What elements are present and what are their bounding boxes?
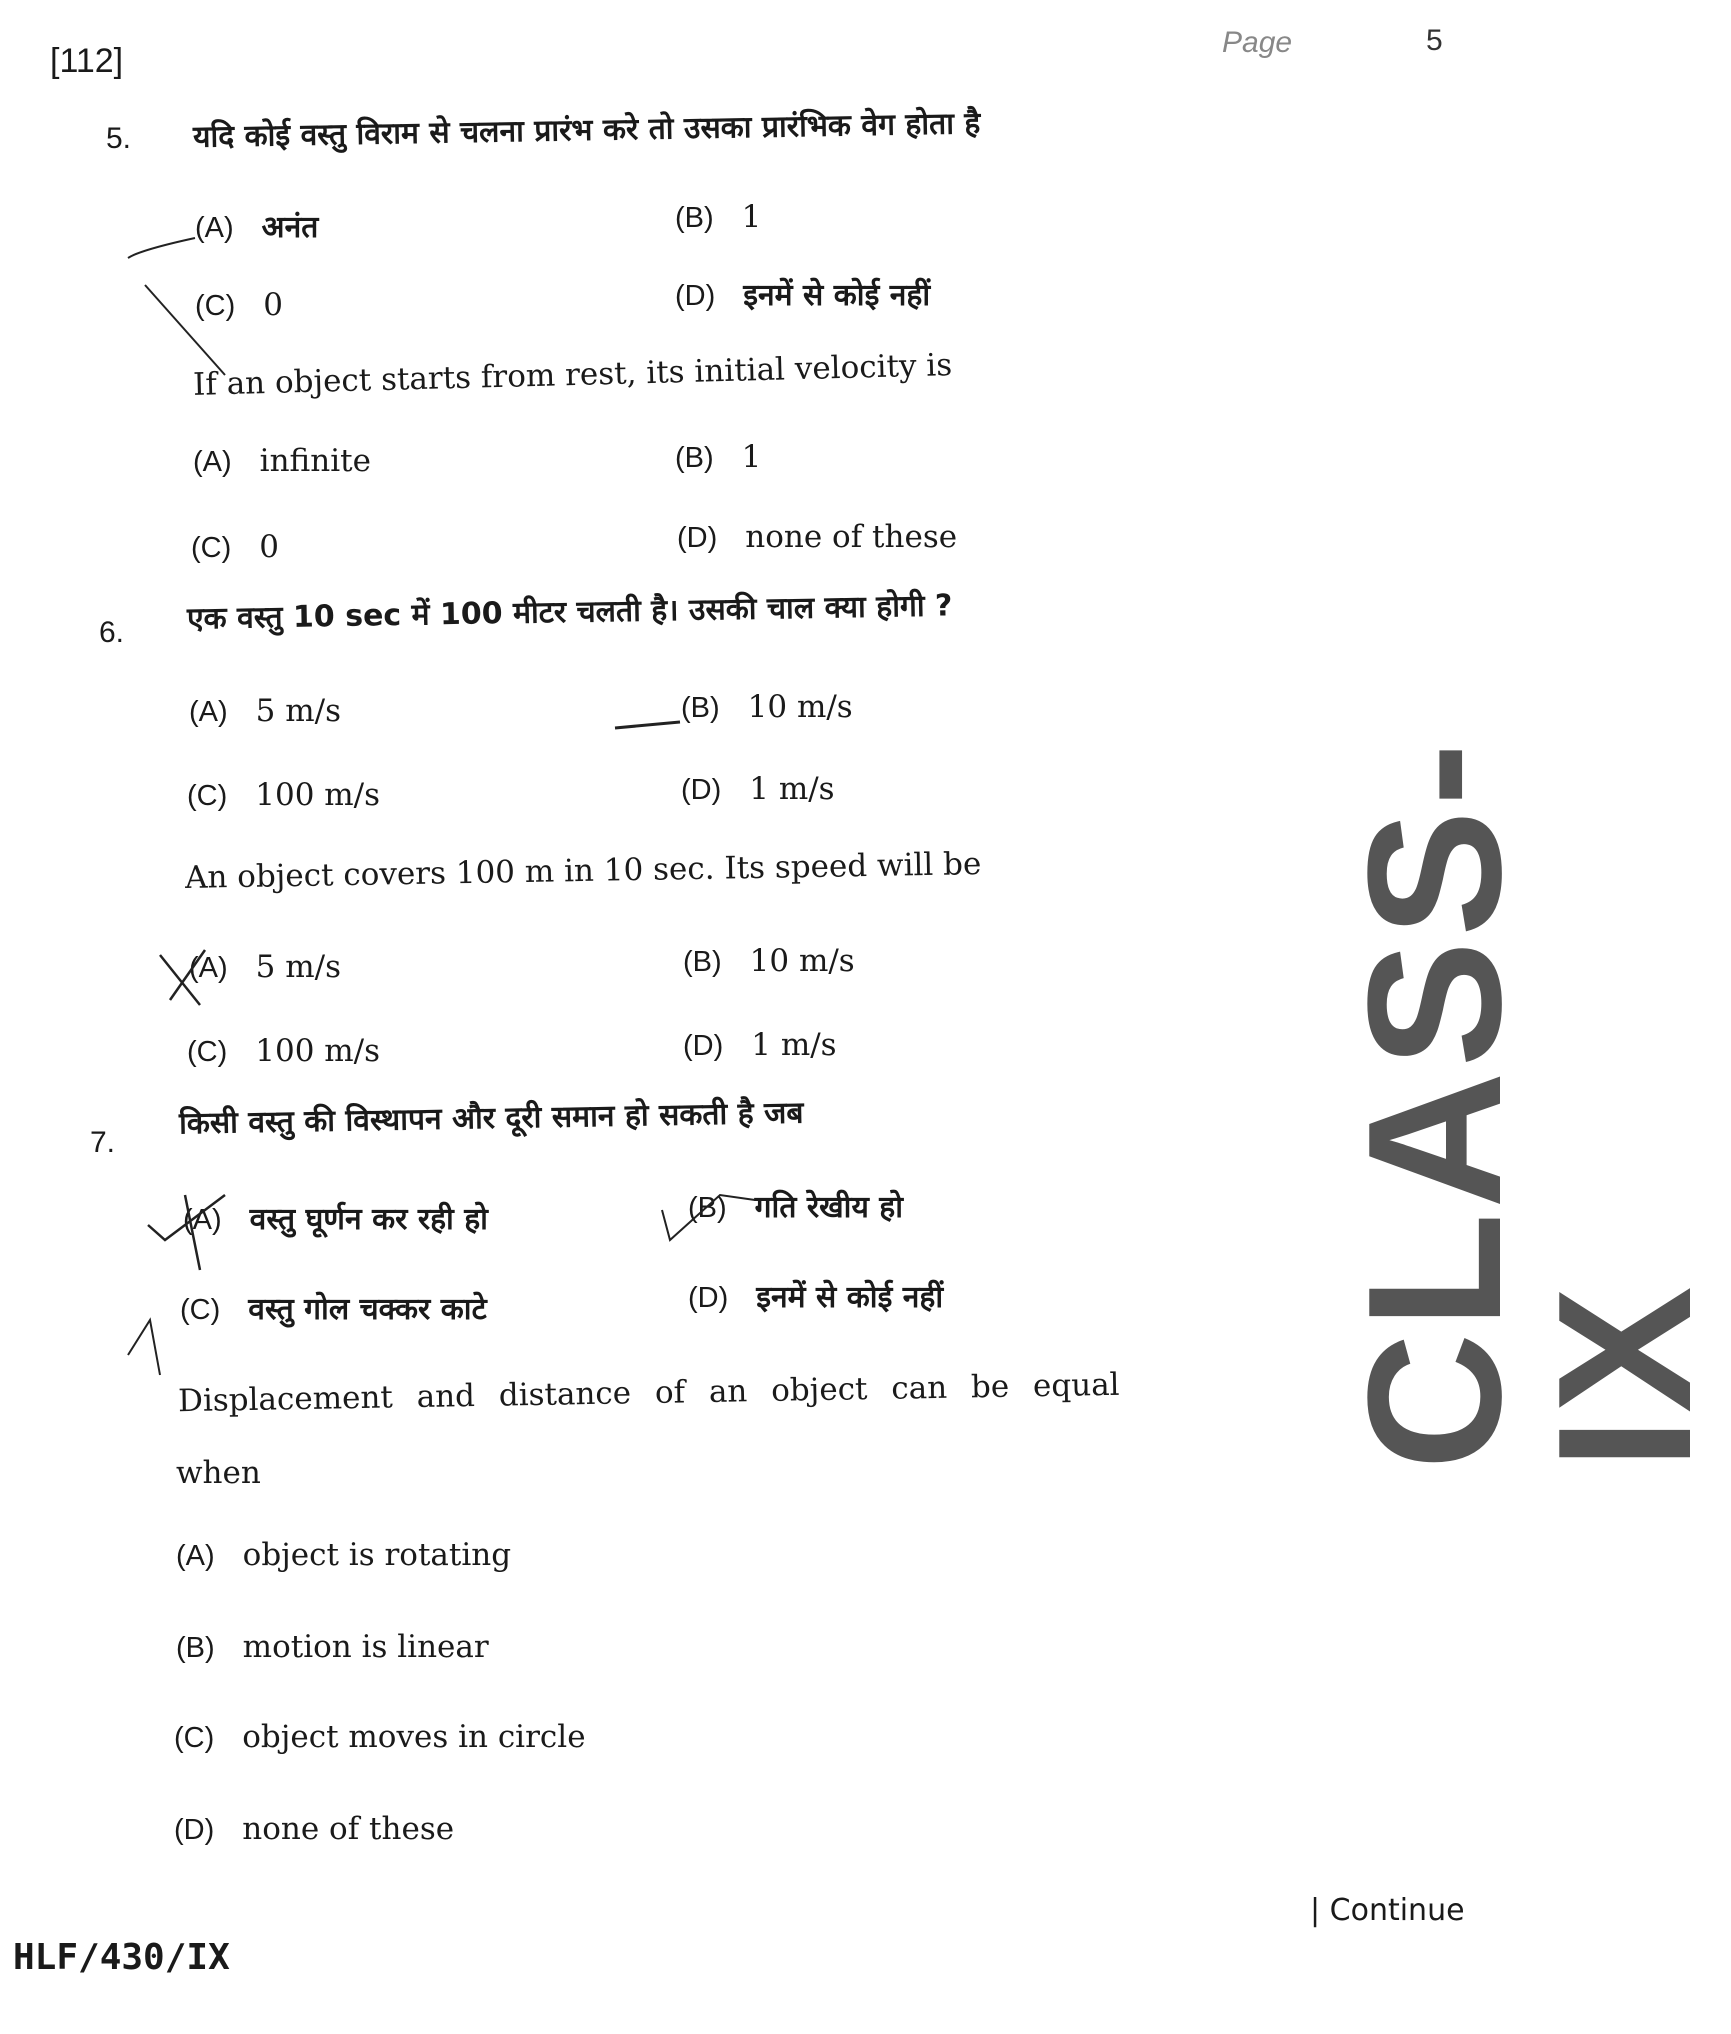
q7-english-option-c: (C) object moves in circle	[174, 1719, 586, 1755]
q5-hindi-option-a: (A) अनंत	[195, 210, 319, 245]
q5-english-option-c: (C) 0	[191, 529, 279, 565]
sheet-number: [112]	[50, 42, 124, 80]
q6-english-option-a: (A) 5 m/s	[189, 949, 341, 985]
page-label: Page	[1222, 26, 1293, 59]
paper-code: HLF/430/IX	[13, 1937, 230, 1978]
question-6-english: An object covers 100 m in 10 sec. Its speed will be	[184, 846, 982, 896]
q7-hindi-option-a: (A) वस्तु घूर्णन कर रही हो	[183, 1202, 488, 1237]
q6-hindi-option-a: (A) 5 m/s	[189, 693, 341, 729]
q6-english-option-d: (D) 1 m/s	[683, 1027, 837, 1063]
q5-english-option-a: (A) infinite	[193, 443, 371, 479]
tick-mark-icon	[128, 238, 195, 258]
question-7-number: 7.	[90, 1126, 116, 1159]
q5-hindi-option-b: (B) 1	[675, 199, 762, 235]
question-6-hindi: एक वस्तु 10 sec में 100 मीटर चलती है। उसकी चाल क्या होगी ?	[186, 588, 953, 637]
q6-hindi-option-d: (D) 1 m/s	[681, 771, 835, 807]
class-ix-banner: CLASS-IX	[1329, 738, 1731, 1470]
question-7-hindi: किसी वस्तु की विस्थापन और दूरी समान हो सकती है जब	[178, 1095, 804, 1142]
q7-english-option-d: (D) none of these	[174, 1811, 455, 1847]
q7-english-option-b: (B) motion is linear	[176, 1629, 489, 1665]
q5-english-option-d: (D) none of these	[677, 519, 958, 555]
continue-label: | Continue	[1310, 1893, 1465, 1928]
tick-mark-icon	[128, 1320, 160, 1375]
question-7-english: Displacement and distance of an object can be equal	[177, 1366, 1120, 1420]
q6-english-option-c: (C) 100 m/s	[187, 1033, 381, 1069]
underline-mark-icon	[615, 722, 680, 728]
question-7-english-cont: when	[176, 1455, 261, 1491]
page-number: 5	[1426, 24, 1443, 57]
q5-english-option-b: (B) 1	[675, 439, 762, 475]
q7-hindi-option-b: (B) गति रेखीय हो	[688, 1190, 904, 1225]
q6-hindi-option-b: (B) 10 m/s	[681, 689, 853, 725]
question-5-english: If an object starts from rest, its initial velocity is	[192, 347, 953, 403]
q6-hindi-option-c: (C) 100 m/s	[187, 777, 381, 813]
q5-hindi-option-d: (D) इनमें से कोई नहीं	[675, 278, 931, 313]
q7-hindi-option-d: (D) इनमें से कोई नहीं	[688, 1280, 944, 1315]
q7-hindi-option-c: (C) वस्तु गोल चक्कर काटे	[180, 1292, 487, 1327]
question-5-hindi: यदि कोई वस्तु विराम से चलना प्रारंभ करे तो उसका प्रारंभिक वेग होता है	[192, 106, 981, 155]
q5-hindi-option-c: (C) 0	[195, 287, 283, 323]
question-6-number: 6.	[99, 616, 125, 649]
q6-english-option-b: (B) 10 m/s	[683, 943, 855, 979]
question-5-number: 5.	[106, 122, 132, 155]
q7-english-option-a: (A) object is rotating	[176, 1537, 512, 1573]
